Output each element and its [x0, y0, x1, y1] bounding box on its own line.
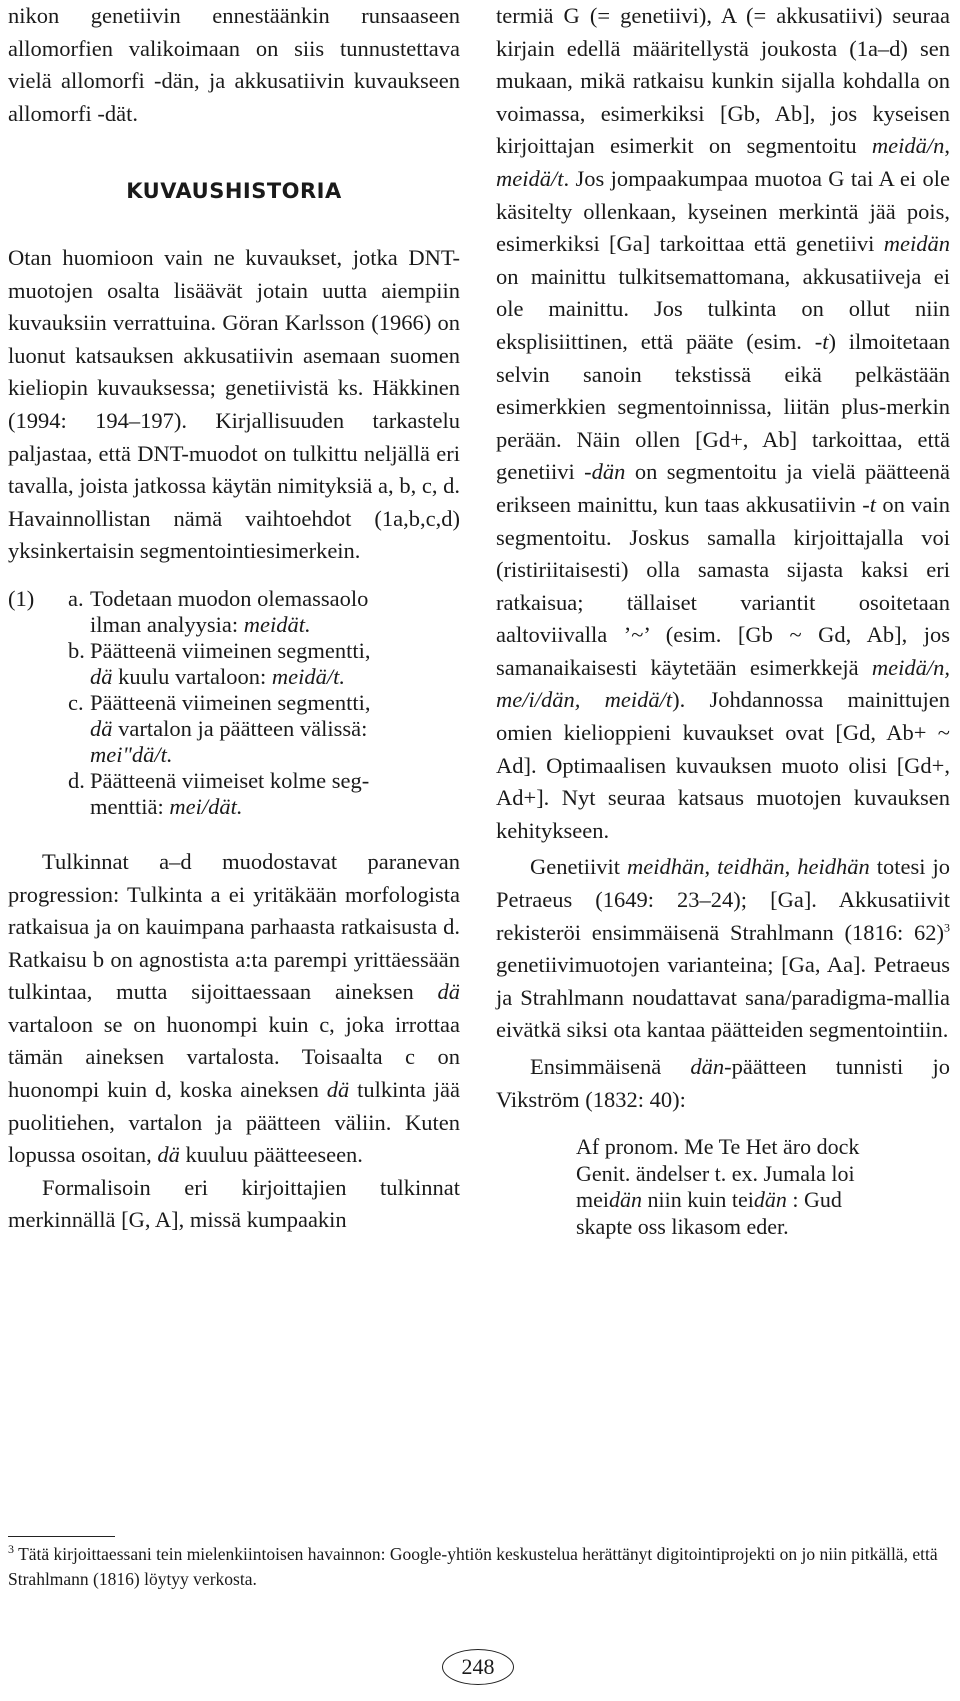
text-run: on segmentoitu ja vielä päätteenä erikseen mainittu, kun taas akkusatiivin — [496, 459, 950, 517]
example-line — [90, 716, 460, 742]
text-run: on mainittu tulkitsemattomana, akkusatiiveja ei ole mainittu. Jos tulkinta on ollut niin eksplisiittinen, että pääte (esim. — [496, 263, 950, 354]
text-run: : Gud — [786, 1187, 842, 1213]
example-text: kuulu vartaloon: — [112, 663, 272, 689]
footnote-reference[interactable]: 3 — [944, 920, 950, 935]
example-letter: a. — [68, 585, 84, 611]
text-run: kuuluu päätteeseen. — [179, 1142, 363, 1168]
italic-form: meidhän — [626, 854, 705, 880]
text-run: ) ilmoitetaan selvin sanoin tekstissä eikä pelkästään esimerkkien segmentoinnissa, liitän plus-merkin perään. Näin ollen [Gd+, Ab] tarkoittaa, että genetiivi — [496, 328, 951, 485]
paragraph-vikstrom — [496, 1051, 950, 1116]
example-text: menttiä: — [90, 793, 170, 819]
example-line — [90, 742, 460, 768]
text-run: ). Johdannossa mainittujen omien kielioppieni kuvaukset ovat [Gd, Ab+ ~ Ad]. Optimaalisen kuvauksen muoto olisi [Gd+, Ad+]. Nyt seuraa katsaus muotojen kuvauksen kehitykseen. — [496, 687, 950, 843]
example-line — [90, 612, 460, 638]
block-quote — [576, 1134, 950, 1240]
text-run: , — [944, 133, 950, 159]
italic-form: teidhän — [717, 854, 785, 880]
example-text: vartalon ja päätteen välissä: — [112, 715, 368, 741]
paragraph-petraeus — [496, 851, 950, 1047]
italic-form: dän — [690, 1054, 725, 1079]
italic-form: meidä/t — [496, 165, 564, 191]
italic-form: meidä/n — [871, 133, 945, 159]
text-run: termiä G (= genetiivi), A (= akkusatiivi) seuraa kirjain edellä määritellystä joukosta (1a–d) sen mukaan, mikä ratkaisu kunkin sijalla kohdalla on voimassa, esimerkiksi [Gb, Ab], jos kyseisen kirjoittajan esimerkit on segmentoitu — [496, 3, 950, 159]
paragraph-notation — [496, 0, 950, 847]
italic-form: heidhän — [797, 854, 870, 880]
text-run: , — [784, 854, 798, 880]
left-column — [8, 0, 460, 1237]
example-form: meidä/t. — [271, 663, 345, 689]
paragraph-kuvaushistoria-3: Formalisoin eri kirjoittajien tulkinnat merkinnällä [G, A], missä kumpaakin — [8, 1174, 460, 1233]
footnote — [8, 1542, 952, 1592]
example-letter: b. — [68, 637, 85, 663]
quote-line: skapte oss likasom eder. — [576, 1213, 789, 1239]
italic-form: dän — [753, 1187, 787, 1213]
italic-form: dä — [437, 979, 460, 1005]
text-run: totesi jo Petraeus (1649: 23–24); [Ga]. Akkusatiivit rekisteröi ensimmäisenä Strahlmann (1816: 62) — [496, 854, 951, 945]
text-run: Tulkinnat a–d muodostavat paranevan progression: Tulkinta a ei yritäkään morfologista ratkaisua ja on kauimpana parhaasta ratkaisusta d. Ratkaisu b on agnostista a:ta parempi yrittäessään tulkintaa, mutta sijoittaessaan aineksen — [8, 848, 460, 1005]
example-form: mei"dä/t. — [90, 741, 173, 767]
right-column — [496, 0, 950, 1240]
example-form: mei/dät. — [169, 793, 243, 819]
text-run: vartaloon se on huonompi kuin c, joka irrottaa tämän aineksen vartalosta. Toisaalta c on huonompi kuin d, koska aineksen — [8, 1011, 460, 1103]
example-item — [8, 638, 460, 690]
italic-form: -dän — [584, 459, 626, 485]
text-run: niin kuin tei — [642, 1187, 754, 1213]
example-form: meidät. — [243, 611, 311, 637]
text-run: genetiivimuotojen varianteina; [Ga, Aa]. Petraeus ja Strahlmann noudattavat sana/paradigma-mallia eivätkä siksi ota kantaa päätteiden segmentointiin. — [496, 952, 950, 1043]
text-run: , — [704, 854, 718, 880]
example-list — [8, 586, 460, 820]
text-run: tulkinta jää puolitiehen, vartalon ja päätteen väliin. Kuten lopussa osoitan, — [8, 1077, 460, 1168]
example-morph: dä — [90, 715, 113, 741]
text-run: mei — [576, 1187, 609, 1213]
italic-form: dä — [157, 1142, 180, 1168]
example-line: Päätteenä viimeinen segmentti, — [90, 637, 371, 663]
example-number: (1) — [8, 585, 35, 611]
text-run: Genetiivit — [530, 854, 627, 880]
italic-form: meidän — [883, 231, 950, 257]
footnote-text: Tätä kirjoittaessani tein mielenkiintoisen havainnon: Google-yhtiön keskustelua herättänyt digitointiprojekti on jo niin pitkällä, että Strahlmann (1816) löytyy verkosta. — [8, 1544, 938, 1589]
italic-form: -t — [862, 491, 876, 517]
page-number: 248 — [442, 1649, 514, 1685]
example-line: Todetaan muodon olemassaolo — [90, 585, 369, 611]
example-morph: dä — [90, 663, 113, 689]
example-item — [8, 586, 460, 638]
example-item — [8, 768, 460, 820]
text-run: on vain segmentoitu. Joskus samalla kirjoittajalla voi (ristiriitaisesti) olla samasta sijasta kaksi eri ratkaisua; tällaiset variantit osoitetaan aaltoviivalla ’~’ (esim. [Gb ~ Gd, Ab], jos samanaikaisesti käytetään esimerkkejä — [496, 491, 950, 680]
italic-form: dän — [609, 1187, 642, 1213]
example-line: Päätteenä viimeiset kolme seg- — [90, 767, 370, 793]
example-line — [90, 664, 460, 690]
example-letter: c. — [68, 689, 84, 715]
footnote-divider — [8, 1536, 115, 1537]
example-line: Päätteenä viimeinen segmentti, — [90, 689, 371, 715]
example-letter: d. — [68, 767, 85, 793]
italic-form: meidä/n, me/i/dän, meidä/t — [496, 654, 950, 713]
text-run: -päätteen tunnisti jo Vikström (1832: 40): — [496, 1054, 950, 1112]
italic-form: -t — [814, 328, 829, 354]
quote-line — [576, 1187, 950, 1214]
example-text: ilman analyysia: — [90, 611, 244, 637]
text-run: Ensimmäisenä — [530, 1054, 691, 1079]
section-heading: KUVAUSHISTORIA — [126, 179, 342, 204]
quote-line: Af pronom. Me Te Het äro dock — [576, 1134, 860, 1160]
paragraph-kuvaushistoria-1: Otan huomioon vain ne kuvaukset, jotka DNT-muotojen osalta lisäävät jotain uutta aiempiin kuvauksiin verrattuina. Göran Karlsson (1966) on luonut katsauksen akkusatiivin asemaan suomen kieliopin kuvauksessa; genetiivistä ks. Häkkinen (1994: 194–197). Kirjallisuuden tarkastelu paljastaa, että DNT-muodot on tulkittu neljällä eri tavalla, joista jatkossa käytän nimityksiä a, b, c, d. Havainnollistan nämä vaihtoehdot (1a,b,c,d) yksinkertaisin segmentointiesimerkein. — [8, 244, 460, 564]
example-item — [8, 690, 460, 768]
text-run: . Jos jompaakumpaa muotoa G tai A ei ole käsitelty ollenkaan, kyseinen merkintä jää pois, esimerkiksi [Ga] tarkoittaa että genetiivi — [496, 165, 950, 257]
footnote-marker: 3 — [8, 1542, 14, 1557]
paragraph-kuvaushistoria-2 — [8, 846, 460, 1172]
italic-form: dä — [326, 1077, 350, 1103]
quote-line: Genit. ändelser t. ex. Jumala loi — [576, 1160, 855, 1186]
example-line — [90, 794, 460, 820]
intro-paragraph: nikon genetiivin ennestäänkin runsaaseen allomorfien valikoimaan on siis tunnustettava vielä allomorfi -dän, ja akkusatiivin kuvaukseen allomorfi -dät. — [8, 3, 460, 126]
